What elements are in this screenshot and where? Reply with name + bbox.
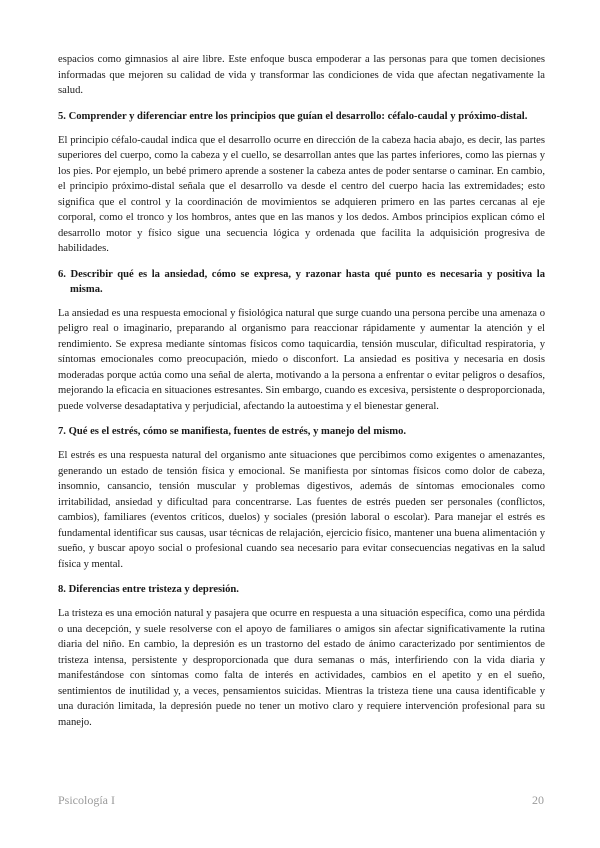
footer-page-number: 20: [532, 793, 544, 807]
section-5-heading: 5. Comprender y diferenciar entre los principios que guían el desarrollo: céfalo-caudal y próximo-distal.: [58, 110, 528, 122]
section-5-body: El principio céfalo-caudal indica que el desarrollo ocurre en dirección de la cabeza hacia abajo, es decir, las partes superiores del cuerpo, como la cabeza y el cuello, se desarrollan antes que las partes inferiores, como las piernas y los pies. Por ejemplo, un bebé primero aprende a sostener la cabeza antes de poder sentarse o caminar. En cambio, el principio próximo-distal señala que el desarrollo va desde el centro del cuerpo hacia las extremidades; esto significa que el control y la coordinación de movimientos se adquieren primero en las partes cercanas al eje corporal, como el tronco y los hombros, antes que en las manos y los dedos. Ambos principios explican cómo el desarrollo motor y físico sigue una secuencia lógica y ordenada que facilita la adquisición progresiva de habilidades.: [58, 134, 545, 254]
section-8-body: La tristeza es una emoción natural y pasajera que ocurre en respuesta a una situación específica, como una pérdida o una decepción, y suele resolverse con el apoyo de familiares o amigos sin afectar significativamente la rutina diaria del niño. En cambio, la depresión es un trastorno del estado de ánimo caracterizado por sentimientos de tristeza intensa, persistente y desproporcionada que dura semanas o más, interfiriendo con la vida diaria y manifestándose con síntomas como falta de interés en actividades, cambios en el apetito y en el sueño, sentimientos de inutilidad y, a veces, pensamientos suicidas. Mientras la tristeza tiene una causa identificable y una duración limitada, la depresión puede no tener un motivo claro y requiere intervención profesional para su manejo.: [58, 608, 545, 728]
footer-course-title: Psicología I: [58, 793, 115, 807]
section-7-body: El estrés es una respuesta natural del organismo ante situaciones que percibimos como exigentes o amenazantes, generando un estado de tensión física y emocional. Se manifiesta por síntomas físicos como dolor de cabeza, insomnio, cansancio, tensión muscular y problemas digestivos, además de síntomas emocionales como irritabilidad, ansiedad y dificultad para concentrarse. Las fuentes de estrés pueden ser personales (conflictos, cambios), familiares (eventos críticos, duelos) y sociales (presión laboral o escolar). Para manejar el estrés es fundamental identificar sus causas, usar técnicas de relajación, ejercicio físico, mantener una buena alimentación y sueño, y buscar apoyo social o profesional cuando sea necesario para evitar consecuencias negativas en la salud física y mental.: [58, 450, 545, 570]
section-6-body: La ansiedad es una respuesta emocional y fisiológica natural que surge cuando una persona percibe una amenaza o peligro real o imaginario, preparando al organismo para reaccionar rápidamente y aumentar la atención y el rendimiento. Se expresa mediante síntomas físicos como taquicardia, tensión muscular, dificultad respiratoria, y síntomas emocionales como preocupación, miedo o disconfort. La ansiedad es positiva y necesaria en dosis moderadas porque actúa como una señal de alerta, motivando a la persona a enfrentar o evitar peligros o desafíos, mejorando la eficacia en situaciones estresantes. Sin embargo, cuando es excesiva, persistente o desproporcionada, puede volverse desadaptativa y perjudicial, afectando la autoestima y el bienestar general.: [58, 307, 545, 412]
section-6-heading: 6. Describir qué es la ansiedad, cómo se expresa, y razonar hasta qué punto es necesaria y positiva la misma.: [58, 268, 545, 295]
section-8-heading: 8. Diferencias entre tristeza y depresión.: [58, 584, 239, 595]
section-7-heading: 7. Qué es el estrés, cómo se manifiesta, fuentes de estrés, y manejo del mismo.: [58, 426, 407, 437]
document-page: [58, 52, 545, 730]
intro-paragraph: espacios como gimnasios al aire libre. Este enfoque busca empoderar a las personas para que tomen decisiones informadas que mejoren su calidad de vida y transformar las condiciones de vida que afectan negativamente la salud.: [58, 54, 545, 96]
